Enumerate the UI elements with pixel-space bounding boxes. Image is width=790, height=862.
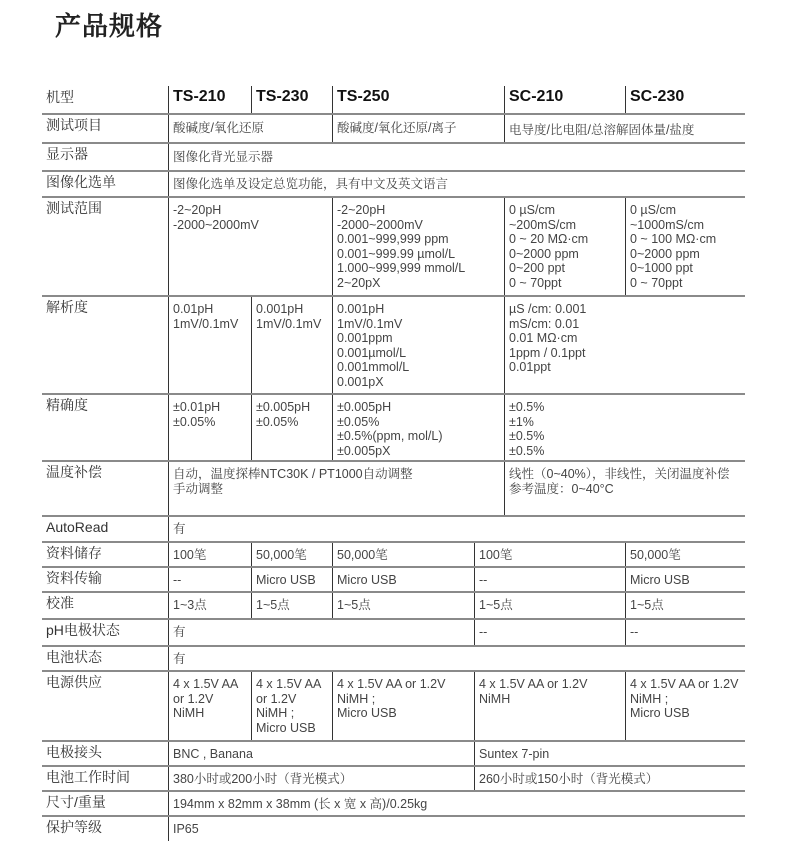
cell: 自动，温度探棒NTC30K / PT1000自动调整 手动调整 xyxy=(168,462,504,515)
cell: 0.01pH 1mV/0.1mV xyxy=(168,297,251,393)
cell: 图像化选单及设定总览功能，具有中文及英文语言 xyxy=(168,172,745,196)
table-row xyxy=(42,815,745,841)
cell: 380小时或200小时（背光模式） xyxy=(168,767,474,790)
cell: ±0.5% ±1% ±0.5% ±0.5% xyxy=(504,395,745,460)
cell: 0 µS/cm ~1000mS/cm 0 ~ 100 MΩ·cm 0~2000 ppm 0~1000 ppt 0 ~ 70ppt xyxy=(625,198,745,295)
row-label: 资料传输 xyxy=(46,570,102,586)
cell: 4 x 1.5V AA or 1.2V NiMH ; Micro USB xyxy=(332,672,474,740)
model-ts-230: TS-230 xyxy=(251,86,332,113)
cell: 100笔 xyxy=(474,543,625,566)
row-label: 精确度 xyxy=(46,397,88,413)
table-row xyxy=(42,740,745,765)
cell: Micro USB xyxy=(251,568,332,591)
table-row xyxy=(42,618,745,645)
cell: 50,000笔 xyxy=(251,543,332,566)
cell: -- xyxy=(474,568,625,591)
cell: -- xyxy=(168,568,251,591)
cell: 4 x 1.5V AA or 1.2V NiMH xyxy=(474,672,625,740)
cell: -- xyxy=(474,620,625,645)
cell: -2~20pH -2000~2000mV 0.001~999,999 ppm 0.001~999.99 µmol/L 1.000~999,999 mmol/L 2~20pX xyxy=(332,198,504,295)
table-header-row xyxy=(42,86,745,113)
table-row xyxy=(42,170,745,196)
cell: 50,000笔 xyxy=(625,543,745,566)
table-row xyxy=(42,541,745,566)
row-label: 电池工作时间 xyxy=(46,769,130,785)
cell: 1~5点 xyxy=(251,593,332,618)
table-row xyxy=(42,765,745,790)
cell: 194mm x 82mm x 38mm (长 x 宽 x 高)/0.25kg xyxy=(168,792,745,815)
cell: 1~5点 xyxy=(332,593,474,618)
cell: Micro USB xyxy=(625,568,745,591)
cell: 有 xyxy=(168,647,745,670)
cell: Suntex 7-pin xyxy=(474,742,745,765)
cell: 有 xyxy=(168,517,745,541)
cell: 0 µS/cm ~200mS/cm 0 ~ 20 MΩ·cm 0~2000 ppm 0~200 ppt 0 ~ 70ppt xyxy=(504,198,625,295)
cell: IP65 xyxy=(168,817,745,841)
row-label: 测试项目 xyxy=(46,117,102,133)
row-label: 图像化选单 xyxy=(46,174,116,190)
cell: 1~5点 xyxy=(474,593,625,618)
cell: BNC , Banana xyxy=(168,742,474,765)
cell: 酸碱度/氧化还原 xyxy=(168,115,332,142)
table-row xyxy=(42,566,745,591)
cell: 0.001pH 1mV/0.1mV 0.001ppm 0.001µmol/L 0.001mmol/L 0.001pX xyxy=(332,297,504,393)
table-row xyxy=(42,790,745,815)
cell: 图像化背光显示器 xyxy=(168,144,745,170)
cell: 酸碱度/氧化还原/离子 xyxy=(332,115,504,142)
row-label: 测试范围 xyxy=(46,200,102,216)
row-label: 电池状态 xyxy=(46,649,102,665)
model-ts-250: TS-250 xyxy=(332,86,504,113)
row-label: 显示器 xyxy=(46,146,88,162)
table-row xyxy=(42,515,745,541)
cell: 100笔 xyxy=(168,543,251,566)
cell: 1~5点 xyxy=(625,593,745,618)
cell: µS /cm: 0.001 mS/cm: 0.01 0.01 MΩ·cm 1ppm / 0.1ppt 0.01ppt xyxy=(504,297,745,393)
cell: 4 x 1.5V AA or 1.2V NiMH ; Micro USB xyxy=(251,672,332,740)
model-sc-210: SC-210 xyxy=(504,86,625,113)
cell: Micro USB xyxy=(332,568,474,591)
table-row xyxy=(42,591,745,618)
cell: 260小时或150小时（背光模式） xyxy=(474,767,745,790)
page-title: 产品规格 xyxy=(55,11,164,41)
table-row xyxy=(42,460,745,515)
table-row xyxy=(42,196,745,295)
cell: ±0.005pH ±0.05% xyxy=(251,395,332,460)
model-sc-230: SC-230 xyxy=(625,86,745,113)
table-row xyxy=(42,670,745,740)
row-label: 电极接头 xyxy=(46,744,102,760)
cell: -- xyxy=(625,620,745,645)
table-row xyxy=(42,295,745,393)
cell: 4 x 1.5V AA or 1.2V NiMH xyxy=(168,672,251,740)
cell: 50,000笔 xyxy=(332,543,474,566)
table-row xyxy=(42,142,745,170)
row-label: 资料储存 xyxy=(46,545,102,561)
cell: 电导度/比电阻/总溶解固体量/盐度 xyxy=(504,115,745,142)
row-label: 解析度 xyxy=(46,299,88,315)
row-label: 电源供应 xyxy=(46,674,102,690)
row-label: 温度补偿 xyxy=(46,464,102,480)
cell: 有 xyxy=(168,620,474,645)
row-label: 尺寸/重量 xyxy=(46,794,106,810)
row-label: 校准 xyxy=(46,595,74,611)
cell: 0.001pH 1mV/0.1mV xyxy=(251,297,332,393)
model-ts-210: TS-210 xyxy=(168,86,251,113)
row-label: AutoRead xyxy=(46,519,109,535)
header-label: 机型 xyxy=(46,89,74,105)
row-label: 保护等级 xyxy=(46,819,102,835)
cell: 线性（0~40%），非线性，关闭温度补偿 参考温度：0~40°C xyxy=(504,462,745,515)
cell: 4 x 1.5V AA or 1.2V NiMH ; Micro USB xyxy=(625,672,745,740)
cell: -2~20pH -2000~2000mV xyxy=(168,198,332,295)
table-row xyxy=(42,393,745,460)
cell: 1~3点 xyxy=(168,593,251,618)
cell: ±0.01pH ±0.05% xyxy=(168,395,251,460)
row-label: pH电极状态 xyxy=(46,622,120,638)
table-row xyxy=(42,645,745,670)
table-row xyxy=(42,113,745,142)
cell: ±0.005pH ±0.05% ±0.5%(ppm, mol/L) ±0.005pX xyxy=(332,395,504,460)
